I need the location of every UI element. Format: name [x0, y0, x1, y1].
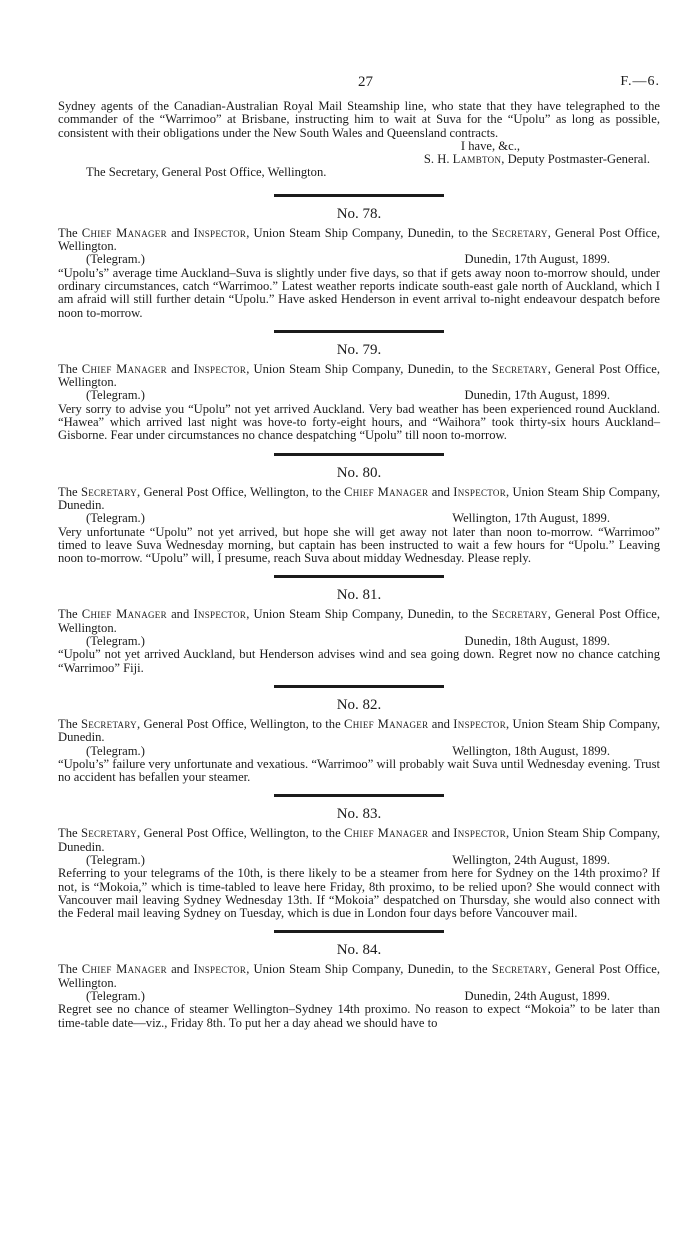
telegram-label: (Telegram.) — [86, 743, 145, 758]
message-80 — [58, 453, 660, 566]
addressee: The Secretary, General Post Office, Wellington. — [86, 165, 327, 180]
signoff: I have, &c., — [460, 138, 520, 153]
message-body: Referring to your telegrams of the 10th, is there likely to be a steamer from here for Sydney on the 14th proximo? If not, is “Mokoia,” which is time-tabled to leave here Friday, 8th proximo, to be relied upon? She would connect with Vancouver mail leaving Sydney Wednesday 13th. If “Mokoia” despatched on Thursday, she would also connect with the Federal mail leaving Sydney on Tuesday, which is due in London four days before Vancouver mail. — [58, 866, 660, 921]
message-number: No. 80. — [336, 464, 382, 481]
message-number: No. 83. — [336, 806, 382, 823]
separator-rule — [274, 194, 444, 197]
message-body: “Upolu” not yet arrived Auckland, but Henderson advises wind and sea going down. Regret now no chance catching “Warrimoo” Fiji. — [58, 647, 660, 675]
message-from-to: The Chief Manager and Inspector, Union Steam Ship Company, Dunedin, to the Secretary, General Post Office, Wellington. — [58, 962, 660, 990]
message-78 — [58, 194, 660, 320]
telegram-label: (Telegram.) — [86, 388, 145, 403]
message-body: “Upolu’s” average time Auckland–Suva is slightly under five days, so that if gets away noon to-morrow should, under ordinary circumstances, catch “Warrimoo.” Latest weather reports indicate south-east gale north of Auckland, which I am afraid will still further detain “Upolu.” Have asked Henderson in event arrival to-night endeavour despatch before noon to-morrow. — [58, 265, 660, 320]
separator-rule — [274, 794, 444, 797]
message-from-to: The Secretary, General Post Office, Wellington, to the Chief Manager and Inspector, Union Steam Ship Company, Dunedin. — [58, 484, 661, 512]
telegram-line — [58, 990, 660, 1003]
place-date: Dunedin, 18th August, 1899. — [464, 634, 610, 649]
message-body: Regret see no chance of steamer Wellington–Sydney 14th proximo. No reason to expect “Mokoia” to be later than time-table date—viz., Friday 8th. To put her a day ahead we should have to — [58, 1002, 660, 1030]
telegram-label: (Telegram.) — [86, 511, 145, 526]
message-from-to: The Chief Manager and Inspector, Union Steam Ship Company, Dunedin, to the Secretary, General Post Office, Wellington. — [58, 361, 660, 390]
telegram-line — [58, 512, 660, 525]
page-header — [58, 0, 660, 100]
message-body: “Upolu’s” failure very unfortunate and vexatious. “Warrimoo” will probably wait Suva until Wednesday evening. Trust no accident has befallen your steamer. — [58, 756, 660, 785]
message-from-to: The Chief Manager and Inspector, Union Steam Ship Company, Dunedin, to the Secretary, General Post Office, Wellington. — [58, 607, 660, 635]
telegram-line — [58, 635, 660, 648]
telegram-line — [58, 854, 660, 867]
place-date: Wellington, 18th August, 1899. — [452, 743, 610, 758]
separator-rule — [274, 330, 444, 333]
separator-rule — [274, 930, 444, 933]
place-date: Wellington, 24th August, 1899. — [452, 852, 610, 867]
message-number: No. 84. — [336, 942, 382, 959]
place-date: Dunedin, 24th August, 1899. — [464, 989, 610, 1004]
message-body: Very sorry to advise you “Upolu” not yet arrived Auckland. Very bad weather has been experienced round Auckland. “Hawea” which arrived last night was hove-to forty-eight hours, and “Waihora” took thirty-six hours Auckland–Gisborne. Fear under circumstances no chance despatching “Upolu” till noon to-morrow. — [58, 401, 660, 443]
document-reference: F.—6. — [620, 74, 660, 89]
message-from-to: The Secretary, General Post Office, Wellington, to the Chief Manager and Inspector, Union Steam Ship Company, Dunedin. — [58, 716, 661, 745]
message-number: No. 82. — [336, 696, 382, 713]
place-date: Wellington, 17th August, 1899. — [452, 511, 610, 526]
message-number: No. 81. — [336, 587, 382, 604]
message-82 — [58, 685, 660, 784]
message-83 — [58, 794, 660, 920]
place-date: Dunedin, 17th August, 1899. — [464, 388, 610, 403]
place-date: Dunedin, 17th August, 1899. — [464, 252, 610, 267]
separator-rule — [274, 575, 444, 578]
message-from-to: The Chief Manager and Inspector, Union Steam Ship Company, Dunedin, to the Secretary, General Post Office, Wellington. — [58, 225, 660, 254]
message-body: Very unfortunate “Upolu” not yet arrived, but hope she will get away not later than noon to-morrow. “Warrimoo” timed to leave Suva Wednesday morning, but captain has been instructed to wait a few hours for “Upolu.” Leaving noon to-morrow. “Upolu” will, I presume, reach Suva about midday Wednesday. Please reply. — [58, 524, 660, 566]
message-84 — [58, 930, 660, 1029]
separator-rule — [274, 453, 444, 456]
intro-paragraph: Sydney agents of the Canadian-Australian Royal Mail Steamship line, who state that they have telegraphed to the commander of the “Warrimoo” at Brisbane, instructing him to wait at Suva for the “Upolu” as long as possible, consistent with their obligations under the New South Wales and Queensland contracts. — [58, 99, 660, 140]
message-81 — [58, 575, 660, 674]
message-number: No. 78. — [336, 205, 382, 222]
message-79 — [58, 330, 660, 443]
telegram-line — [58, 745, 660, 758]
telegram-label: (Telegram.) — [86, 989, 145, 1004]
telegram-label: (Telegram.) — [86, 634, 145, 649]
telegram-line — [58, 253, 660, 266]
telegram-label: (Telegram.) — [86, 252, 145, 267]
page-number: 27 — [358, 74, 373, 90]
intro-section — [58, 100, 660, 180]
telegram-label: (Telegram.) — [86, 852, 145, 867]
separator-rule — [274, 685, 444, 688]
signer: S. H. Lambton, Deputy Postmaster-General. — [423, 152, 650, 167]
message-from-to: The Secretary, General Post Office, Wellington, to the Chief Manager and Inspector, Union Steam Ship Company, Dunedin. — [58, 826, 661, 854]
telegram-line — [58, 389, 660, 402]
message-number: No. 79. — [336, 341, 382, 358]
